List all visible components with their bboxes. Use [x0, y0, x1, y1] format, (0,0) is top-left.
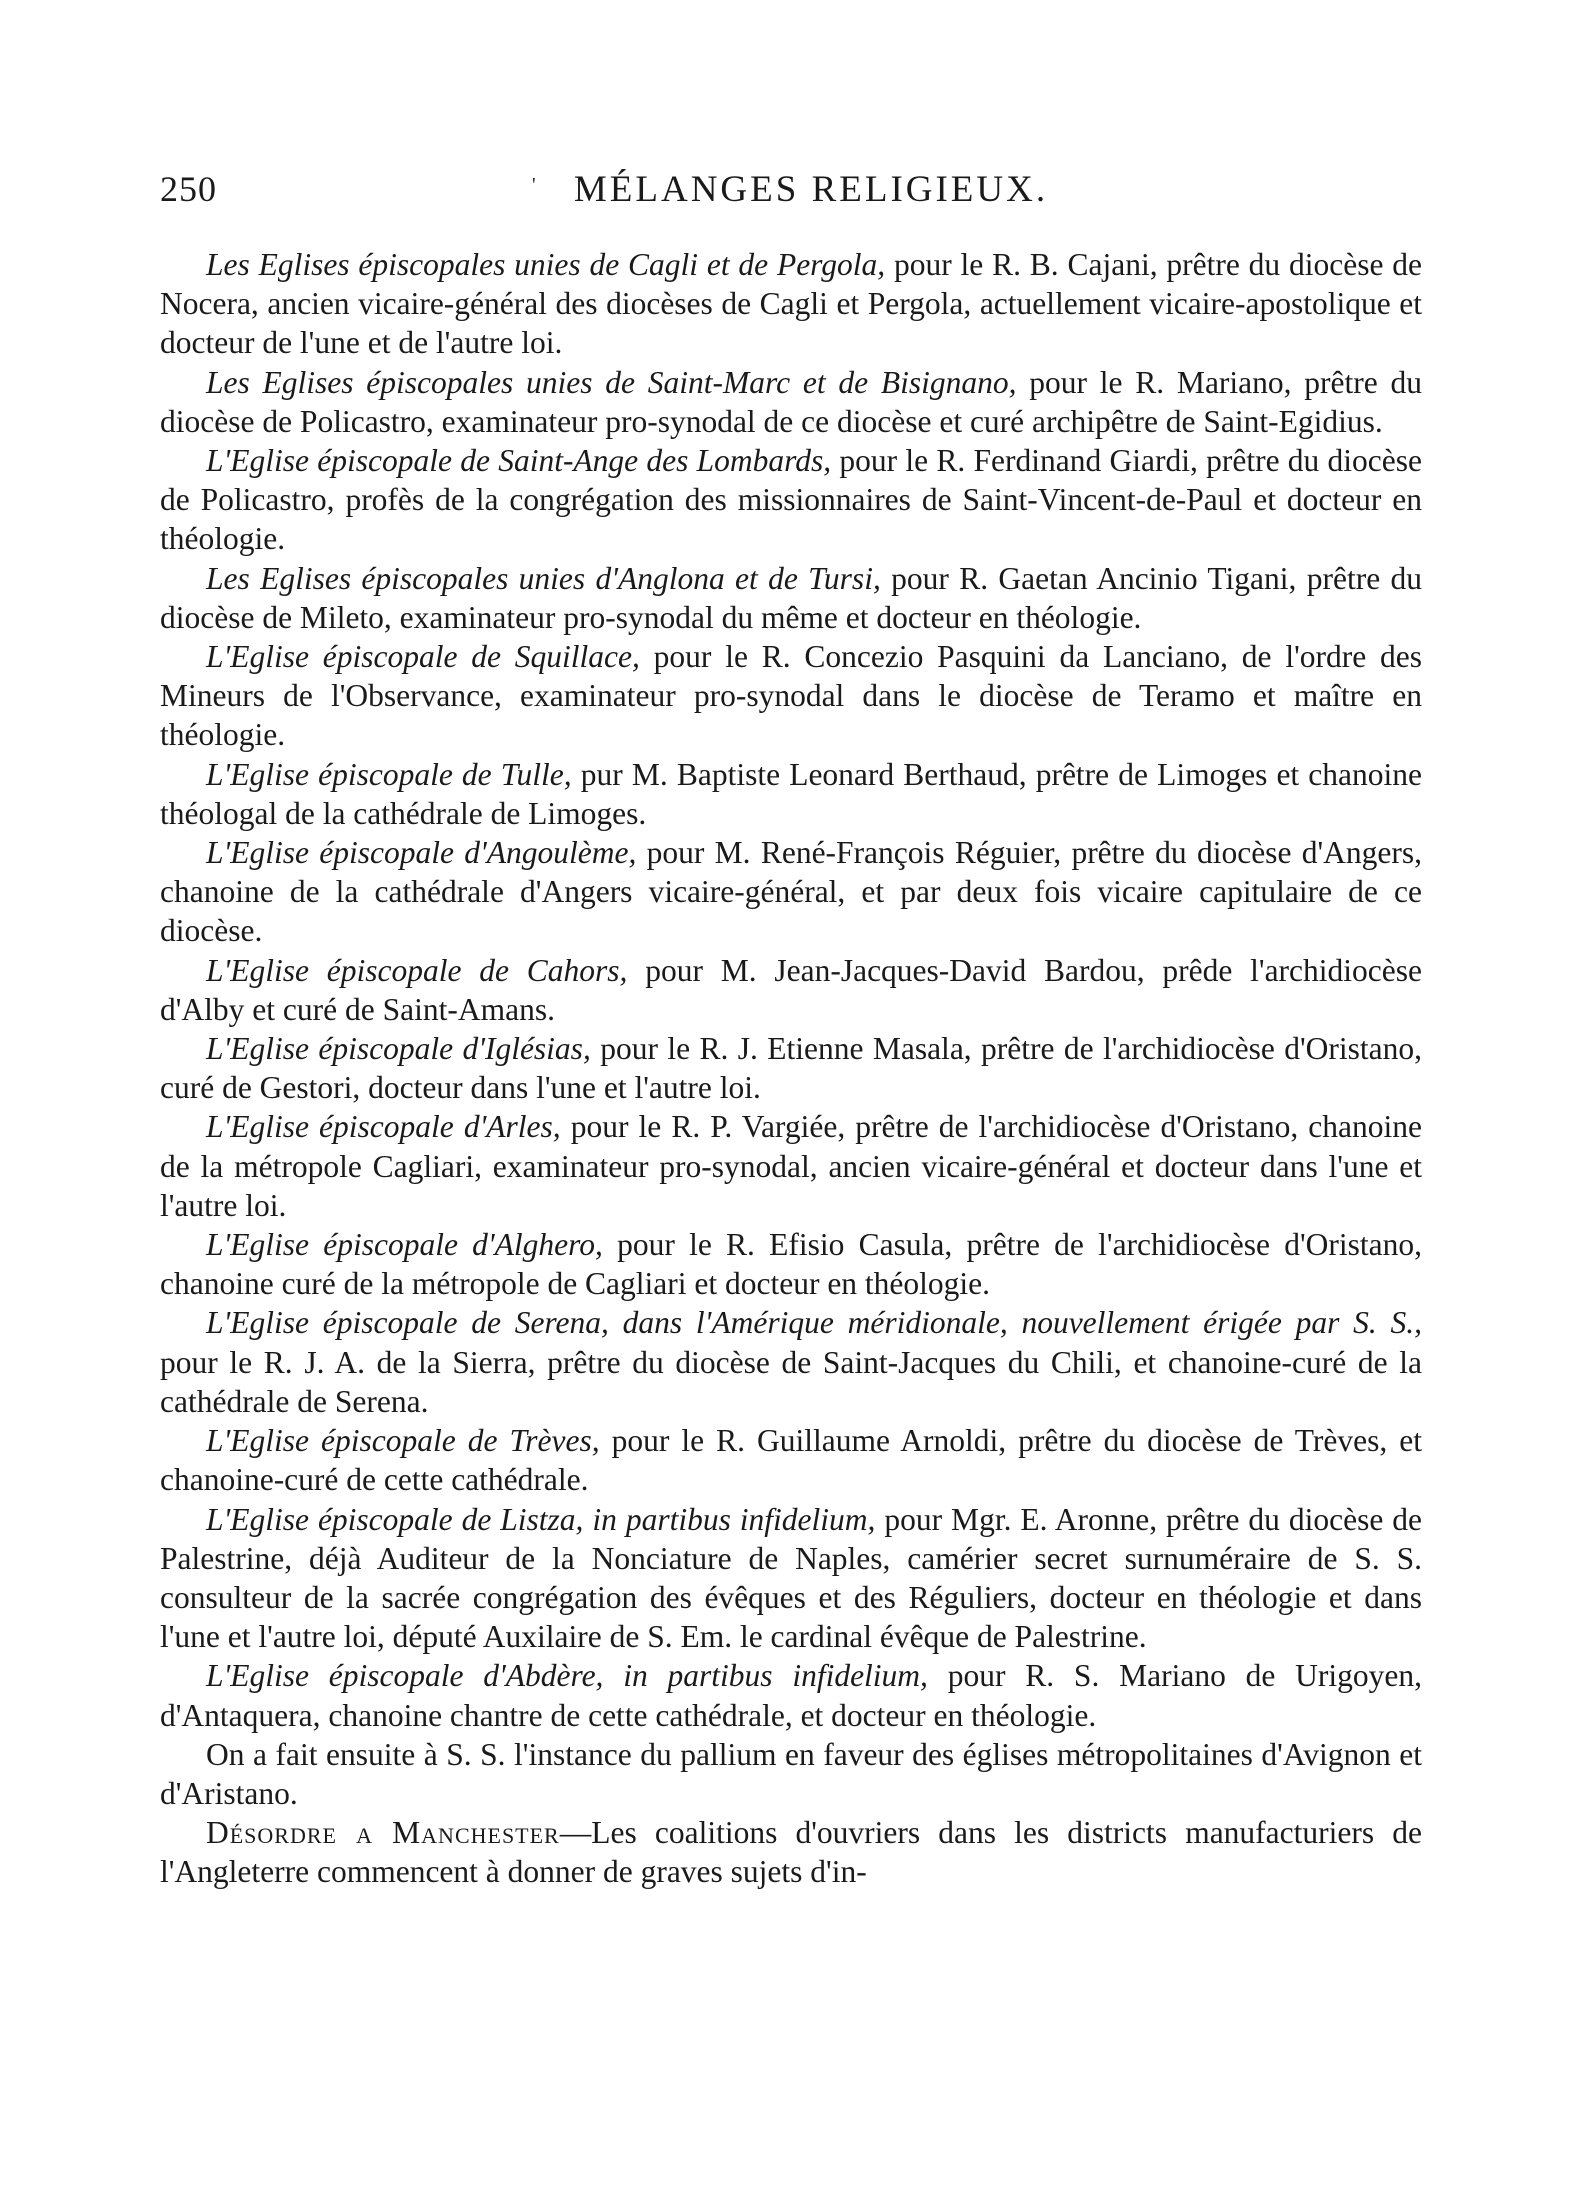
- paragraph: [160, 1303, 1422, 1421]
- printer-mark: ': [532, 174, 536, 196]
- paragraph-text: pour M. Jean-Jacques-David Bardou, prêde l'archidiocèse d'Alby et curé de Saint-Amans.: [160, 952, 1422, 1027]
- page-header: [160, 168, 1422, 218]
- paragraph: [160, 441, 1422, 559]
- church-name: L'Eglise épiscopale de Listza, in partibus infidelium,: [206, 1501, 876, 1537]
- church-name: L'Eglise épiscopale de Trèves,: [206, 1423, 600, 1459]
- paragraph: [160, 1225, 1422, 1303]
- paragraph-text: pour le R. Ferdinand Giardi, prêtre du diocèse de Policastro, profès de la congrégation des missionnaires de Saint-Vincent-de-Paul et docteur en théologie.: [160, 443, 1423, 557]
- paragraph: [160, 1656, 1422, 1734]
- paragraph-text: pour R. Gaetan Ancinio Tigani, prêtre du diocèse de Mileto, examinateur pro-synodal du même et docteur en théologie.: [160, 560, 1423, 635]
- paragraph: [160, 559, 1422, 637]
- church-name: L'Eglise épiscopale de Saint-Ange des Lombards,: [206, 443, 832, 479]
- church-name: L'Eglise épiscopale de Cahors,: [206, 952, 628, 988]
- church-name: L'Eglise épiscopale d'Alghero,: [206, 1227, 603, 1263]
- section-heading: Désordre a Manchester: [206, 1815, 560, 1851]
- paragraph: [160, 637, 1422, 755]
- church-name: Les Eglises épiscopales unies de Saint-Marc et de Bisignano,: [206, 364, 1017, 400]
- paragraph-text: On a fait ensuite à S. S. l'instance du pallium en faveur des églises métropolitaines d'Avignon et d'Aristano.: [160, 1736, 1422, 1811]
- paragraph-text: pour R. S. Mariano de Urigoyen, d'Antaquera, chanoine chantre de cette cathédrale, et docteur en théologie.: [160, 1658, 1422, 1733]
- paragraph-text: pour le R. Concezio Pasquini da Lanciano, de l'ordre des Mineurs de l'Observance, examinateur pro-synodal dans le diocèse de Teramo et maître en théologie.: [160, 639, 1422, 753]
- paragraph: [160, 1107, 1422, 1225]
- paragraph-text: —Les coalitions d'ouvriers dans les districts manufacturiers de l'Angleterre commencent à donner de graves sujets d'in-: [160, 1815, 1422, 1890]
- paragraph-text: pour le R. Mariano, prêtre du diocèse de Policastro, examinateur pro-synodal de ce diocèse et curé archipêtre de Saint-Egidius.: [160, 364, 1423, 439]
- paragraph: [160, 245, 1422, 363]
- paragraph-text: pour le R. Guillaume Arnoldi, prêtre du diocèse de Trèves, et chanoine-curé de cette cathédrale.: [160, 1423, 1422, 1498]
- paragraph: [160, 833, 1422, 951]
- church-name: Les Eglises épiscopales unies d'Anglona et de Tursi,: [206, 560, 881, 596]
- church-name: L'Eglise épiscopale d'Angoulème,: [206, 835, 637, 871]
- paragraph-desordre: [160, 1813, 1422, 1891]
- paragraph-text: pur M. Baptiste Leonard Berthaud, prêtre de Limoges et chanoine théologal de la cathédrale de Limoges.: [160, 756, 1422, 831]
- church-name: L'Eglise épiscopale d'Iglésias,: [206, 1031, 591, 1067]
- running-title: MÉLANGES RELIGIEUX.: [573, 169, 1049, 210]
- page-number: 250: [160, 169, 217, 209]
- church-name: L'Eglise épiscopale de Tulle,: [206, 756, 572, 792]
- paragraph-text: pour le R. Efisio Casula, prêtre de l'archidiocèse d'Oristano, chanoine curé de la métropole de Cagliari et docteur en théologie.: [160, 1227, 1422, 1302]
- paragraph: [160, 755, 1422, 833]
- church-name: L'Eglise épiscopale de Squillace,: [206, 639, 640, 675]
- paragraph: [160, 1421, 1422, 1499]
- church-name: Les Eglises épiscopales unies de Cagli et de Pergola,: [206, 247, 886, 282]
- paragraph-text: pour Mgr. E. Aronne, prêtre du diocèse de Palestrine, déjà Auditeur de la Nonciature de Naples, camérier secret surnuméraire de S. S. consulteur de la sacrée congrégation des évêques et des Réguliers, docteur en théologie et dans l'une et l'autre loi, député Auxilaire de S. Em. le cardinal évêque de Palestrine.: [160, 1501, 1422, 1655]
- paragraph: [160, 1735, 1422, 1813]
- paragraph: [160, 363, 1422, 441]
- paragraph-text: pour le R. J. A. de la Sierra, prêtre du diocèse de Saint-Jacques du Chili, et chanoine-curé de la cathédrale de Serena.: [160, 1344, 1422, 1419]
- body-text: [160, 245, 1422, 1892]
- church-name: L'Eglise épiscopale de Serena, dans l'Amérique méridionale, nouvellement érigée par S. S.,: [206, 1305, 1422, 1341]
- paragraph-text: pour le R. P. Vargiée, prêtre de l'archidiocèse d'Oristano, chanoine de la métropole Cagliari, examinateur pro-synodal, ancien vicaire-général et docteur dans l'une et l'autre loi.: [160, 1109, 1422, 1223]
- paragraph: [160, 1029, 1422, 1107]
- paragraph-text: pour M. René-François Réguier, prêtre du diocèse d'Angers, chanoine de la cathédrale d'Angers vicaire-général, et par deux fois vicaire capitulaire de ce diocèse.: [160, 835, 1422, 949]
- church-name: L'Eglise épiscopale d'Abdère, in partibus infidelium,: [206, 1658, 928, 1694]
- paragraph-text: pour le R. B. Cajani, prêtre du diocèse de Nocera, ancien vicaire-général des diocèses de Cagli et Pergola, actuellement vicaire-apostolique et docteur de l'une et de l'autre loi.: [160, 247, 1422, 361]
- paragraph: [160, 1500, 1422, 1657]
- paragraph: [160, 951, 1422, 1029]
- church-name: L'Eglise épiscopale d'Arles,: [206, 1109, 561, 1145]
- paragraph-text: pour le R. J. Etienne Masala, prêtre de l'archidiocèse d'Oristano, curé de Gestori, docteur dans l'une et l'autre loi.: [160, 1031, 1422, 1106]
